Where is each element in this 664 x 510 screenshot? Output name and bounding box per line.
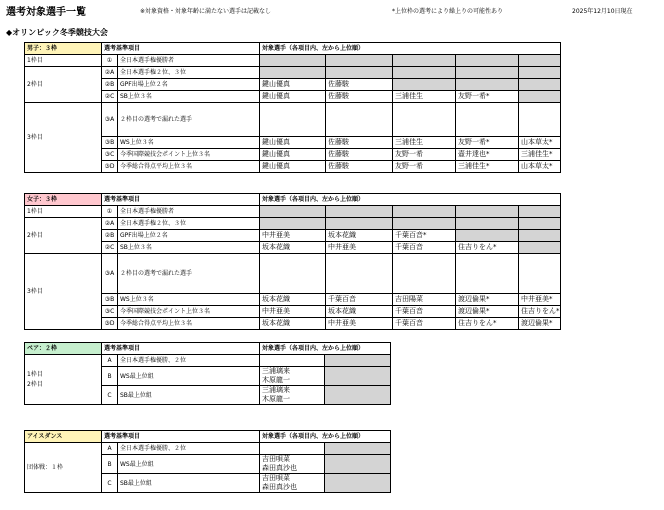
criteria-item: GPF出場上位２名 [118, 230, 260, 242]
pair-slots [25, 355, 102, 405]
athlete-cell: 千葉百音 [393, 242, 456, 254]
athlete-cell [519, 218, 561, 230]
pair-targets-header: 対象選手（各項目内、左から上位順） [260, 343, 391, 355]
athlete-cell [519, 91, 561, 103]
criteria-item: ２枠目の選考で漏れた選手 [118, 103, 260, 137]
athlete-cell [456, 55, 519, 67]
athlete-cell: 坂本花織 [326, 306, 393, 318]
criteria-item: WS最上位組 [118, 455, 260, 474]
athlete-pair-cell [260, 474, 325, 493]
athlete-cell [326, 254, 393, 294]
header-date: 2025年12月10日現在 [572, 8, 633, 15]
athlete-cell [393, 206, 456, 218]
athlete-cell [260, 55, 326, 67]
athlete-cell [325, 355, 391, 367]
athlete-cell [456, 103, 519, 137]
men-category: 男子：３枠 [25, 43, 102, 55]
men-slot1: 1枠目 [25, 55, 102, 67]
athlete-cell [519, 67, 561, 79]
women-slot2: 2枠目 [25, 218, 102, 254]
icedance-table [24, 430, 391, 493]
athlete-cell: 佐藤駿 [326, 91, 393, 103]
athlete-cell [456, 67, 519, 79]
athlete-cell [393, 55, 456, 67]
criteria-item: WS上位３名 [118, 294, 260, 306]
athlete-cell [393, 103, 456, 137]
athlete-cell: 佐藤駿 [326, 149, 393, 161]
criteria-item: SB上位３名 [118, 91, 260, 103]
athlete-pair-cell [260, 455, 325, 474]
women-criteria-header: 選考基準項目 [102, 194, 260, 206]
athlete-cell: 住吉りをん* [456, 318, 519, 330]
row-number: B [102, 455, 118, 474]
row-number: ③B [102, 137, 118, 149]
athlete-cell [393, 67, 456, 79]
athlete-cell: 坂本花織 [260, 294, 326, 306]
criteria-item: WS最上位組 [118, 367, 260, 386]
athlete-cell: 渡辺倫果* [456, 306, 519, 318]
row-number: ③C [102, 306, 118, 318]
men-table [24, 42, 561, 173]
athlete-name: 木原龍一 [262, 395, 291, 403]
criteria-item: ２枠目の選考で漏れた選手 [118, 254, 260, 294]
athlete-cell [519, 79, 561, 91]
row-number: ②A [102, 218, 118, 230]
icedance-criteria-header: 選考基準項目 [102, 431, 260, 443]
athlete-cell [519, 55, 561, 67]
athlete-cell [326, 206, 393, 218]
athlete-name: 三浦璃来 [262, 386, 291, 394]
athlete-cell [519, 254, 561, 294]
athlete-cell: 住吉りをん* [519, 306, 561, 318]
page-title: 選考対象選手一覧 [6, 7, 86, 18]
athlete-cell: 鍵山優真 [260, 161, 326, 173]
empty-cell [325, 367, 391, 386]
criteria-item: WS上位３名 [118, 137, 260, 149]
athlete-cell: 千葉百音 [326, 294, 393, 306]
row-number: A [102, 355, 118, 367]
athlete-name: 三浦璃来 [262, 367, 291, 375]
athlete-cell [519, 230, 561, 242]
row-number: ① [102, 206, 118, 218]
athlete-cell: 三浦佳生 [393, 137, 456, 149]
athlete-cell: 友野一希 [393, 161, 456, 173]
athlete-cell [519, 103, 561, 137]
women-slot1: 1枠目 [25, 206, 102, 218]
athlete-cell [393, 254, 456, 294]
athlete-cell [326, 218, 393, 230]
row-number: ②A [102, 67, 118, 79]
row-number: ②B [102, 79, 118, 91]
row-number: ③B [102, 294, 118, 306]
athlete-name: 森田真沙也 [262, 464, 298, 472]
athlete-cell: 坂本花織 [326, 230, 393, 242]
row-number: ③D [102, 318, 118, 330]
athlete-cell: 中井亜美 [326, 318, 393, 330]
criteria-item: 全日本選手権優勝、２位 [118, 355, 260, 367]
athlete-cell [260, 443, 325, 455]
athlete-cell: 坂本花織 [260, 318, 326, 330]
criteria-item: GPF出場上位２名 [118, 79, 260, 91]
athlete-name: 吉田唄菜 [262, 455, 291, 463]
athlete-cell: 千葉百音* [393, 230, 456, 242]
athlete-name: 森田真沙也 [262, 483, 298, 491]
row-number: ① [102, 55, 118, 67]
criteria-item: SB上位３名 [118, 242, 260, 254]
header-note-eligibility: ※対象資格・対象年齢に満たない選手は記載なし [140, 8, 272, 15]
athlete-cell: 中井亜美 [326, 242, 393, 254]
athlete-cell [325, 443, 391, 455]
women-category: 女子：３枠 [25, 194, 102, 206]
athlete-cell [260, 355, 325, 367]
icedance-category: アイスダンス [25, 431, 102, 443]
row-number: ②C [102, 242, 118, 254]
athlete-cell: 住吉りをん* [456, 242, 519, 254]
athlete-cell: 佐藤駿 [326, 79, 393, 91]
row-number: ③C [102, 149, 118, 161]
empty-cell [325, 474, 391, 493]
athlete-cell: 渡辺倫果* [519, 318, 561, 330]
athlete-cell [260, 67, 326, 79]
athlete-cell [260, 254, 326, 294]
athlete-cell: 中井亜美* [519, 294, 561, 306]
women-targets-header: 対象選手（各項目内、左から上位順） [260, 194, 561, 206]
athlete-cell: 壷井達也* [456, 149, 519, 161]
athlete-cell: 吉田陽菜 [393, 294, 456, 306]
athlete-cell: 山本草太* [519, 161, 561, 173]
athlete-cell [393, 218, 456, 230]
pair-category: ペア：２枠 [25, 343, 102, 355]
criteria-item: 今季国際競技会ポイント上位３名 [118, 306, 260, 318]
athlete-cell: 友野一希* [456, 91, 519, 103]
row-number: ②B [102, 230, 118, 242]
men-targets-header: 対象選手（各項目内、左から上位順） [260, 43, 561, 55]
athlete-cell: 鍵山優真 [260, 137, 326, 149]
athlete-cell: 坂本花織 [260, 242, 326, 254]
row-number: ③A [102, 254, 118, 294]
athlete-cell [326, 55, 393, 67]
athlete-cell [456, 230, 519, 242]
athlete-cell: 千葉百音 [393, 306, 456, 318]
criteria-item: SB最上位組 [118, 386, 260, 405]
empty-cell [325, 386, 391, 405]
criteria-item: 全日本選手権優勝者 [118, 206, 260, 218]
athlete-cell [260, 206, 326, 218]
athlete-cell: 山本草太* [519, 137, 561, 149]
athlete-cell [456, 206, 519, 218]
athlete-cell [519, 242, 561, 254]
row-number: ③D [102, 161, 118, 173]
athlete-cell: 鍵山優真 [260, 149, 326, 161]
row-number: B [102, 367, 118, 386]
athlete-name: 木原龍一 [262, 376, 291, 384]
athlete-cell [456, 218, 519, 230]
pair-slot-1: 1枠目 [27, 370, 43, 378]
criteria-item: 全日本選手権優勝、２位 [118, 443, 260, 455]
header-note-promotion: *上位枠の選考により繰上りの可能性あり [392, 8, 504, 15]
athlete-cell [393, 79, 456, 91]
athlete-cell: 鍵山優真 [260, 79, 326, 91]
women-table [24, 193, 561, 330]
athlete-cell: 三浦佳生* [519, 149, 561, 161]
criteria-item: SB最上位組 [118, 474, 260, 493]
icedance-targets-header: 対象選手（各項目内、左から上位順） [260, 431, 391, 443]
women-slot3: 3枠目 [25, 254, 102, 330]
men-slot3: 3枠目 [25, 103, 102, 173]
criteria-item: 今季総合得点平均上位３名 [118, 318, 260, 330]
athlete-pair-cell [260, 367, 325, 386]
row-number: ②C [102, 91, 118, 103]
criteria-item: 全日本選手権２位、３位 [118, 67, 260, 79]
row-number: A [102, 443, 118, 455]
athlete-cell [456, 254, 519, 294]
section-subtitle: ◆オリンピック冬季競技大会 [6, 28, 108, 37]
empty-cell [325, 455, 391, 474]
row-number: ③A [102, 103, 118, 137]
row-number: C [102, 474, 118, 493]
athlete-cell [456, 79, 519, 91]
athlete-cell: 三浦佳生 [393, 91, 456, 103]
pair-slot-2: 2枠目 [27, 380, 43, 388]
athlete-cell [519, 206, 561, 218]
athlete-cell: 友野一希 [393, 149, 456, 161]
men-criteria-header: 選考基準項目 [102, 43, 260, 55]
criteria-item: 今季国際競技会ポイント上位３名 [118, 149, 260, 161]
athlete-cell: 佐藤駿 [326, 137, 393, 149]
athlete-cell [326, 67, 393, 79]
row-number: C [102, 386, 118, 405]
athlete-cell: 三浦佳生* [456, 161, 519, 173]
athlete-name: 吉田唄菜 [262, 474, 291, 482]
athlete-cell: 渡辺倫果* [456, 294, 519, 306]
athlete-cell: 千葉百音 [393, 318, 456, 330]
criteria-item: 全日本選手権優勝者 [118, 55, 260, 67]
athlete-cell: 中井亜美 [260, 230, 326, 242]
pair-table [24, 342, 391, 405]
men-slot2: 2枠目 [25, 67, 102, 103]
athlete-cell [260, 103, 326, 137]
athlete-pair-cell [260, 386, 325, 405]
athlete-cell: 中井亜美 [260, 306, 326, 318]
icedance-slot: 団体戦：１枠 [25, 443, 102, 493]
criteria-item: 全日本選手権２位、３位 [118, 218, 260, 230]
criteria-item: 今季総合得点平均上位３名 [118, 161, 260, 173]
athlete-cell: 友野一希* [456, 137, 519, 149]
athlete-cell: 佐藤駿 [326, 161, 393, 173]
athlete-cell [326, 103, 393, 137]
athlete-cell [260, 218, 326, 230]
pair-criteria-header: 選考基準項目 [102, 343, 260, 355]
athlete-cell: 鍵山優真 [260, 91, 326, 103]
